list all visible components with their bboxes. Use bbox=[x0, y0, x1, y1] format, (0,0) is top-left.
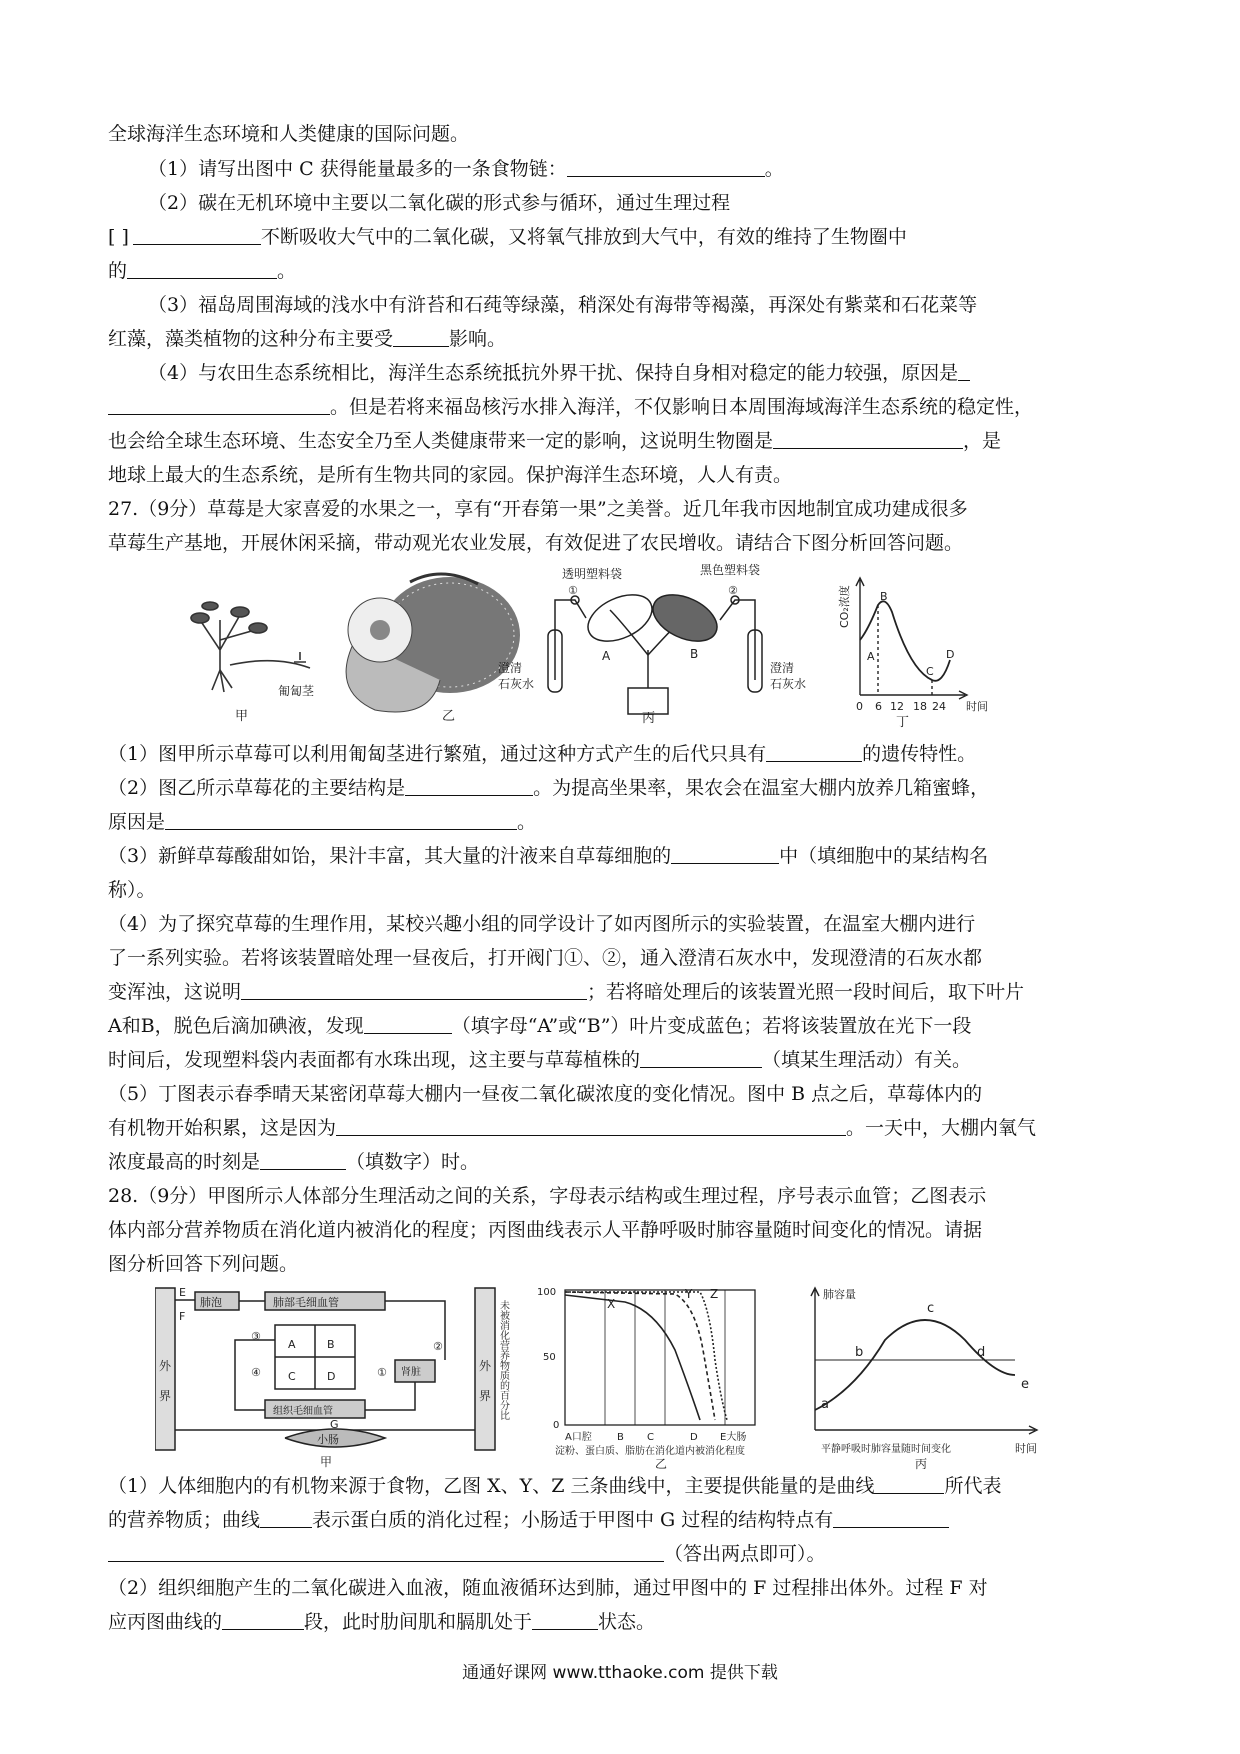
fig-jia-heart-b: B bbox=[327, 1338, 335, 1351]
fig-yi-ylabel: 未被消化营养物质的百分比 bbox=[497, 1300, 509, 1420]
fig-jia-num1: ① bbox=[377, 1366, 387, 1379]
answer-blank[interactable] bbox=[336, 1117, 846, 1136]
q27-stem-line2: 草莓生产基地，开展休闲采摘，带动观光农业发展，有效促进了农民增收。请结合下图分析回答问题。 bbox=[108, 532, 964, 554]
fig-jia-heart-a: A bbox=[288, 1338, 296, 1351]
fig-jia-tissue: 组织毛细血管 bbox=[273, 1406, 333, 1417]
answer-blank[interactable] bbox=[567, 158, 765, 177]
fig-jia-outside-left-2: 界 bbox=[159, 1389, 172, 1403]
fig-ding-point-b: B bbox=[880, 590, 888, 603]
fig-bing-lung-volume-chart bbox=[811, 1288, 1037, 1434]
fig-yi-seg-e: E大肠 bbox=[720, 1432, 747, 1443]
fig-jia-num2: ② bbox=[433, 1340, 443, 1353]
fig-ding-label: 丁 bbox=[896, 715, 910, 730]
fig-bing-apparatus bbox=[548, 586, 762, 714]
fig-yi-tick-mid: 50 bbox=[543, 1352, 556, 1363]
q26-part4-line3: 也会给全球生态环境、生态安全乃至人类健康带来一定的影响，这说明生物圈是 ，是 bbox=[108, 430, 1002, 452]
q26-part2-line3: 的 。 bbox=[108, 260, 297, 282]
fig-jia-kidney: 肾脏 bbox=[401, 1367, 421, 1378]
answer-blank[interactable] bbox=[958, 362, 970, 381]
fig-yi-curve-y: Y bbox=[685, 1287, 693, 1301]
fig-bing-point-b: b bbox=[855, 1345, 864, 1360]
answer-blank[interactable] bbox=[108, 396, 330, 415]
fig-jia-heart-d: D bbox=[327, 1370, 336, 1383]
q26-part3-line1: （3）福岛周围海域的浅水中有浒苔和石莼等绿藻，稍深处有海带等褐藻，再深处有紫菜和石花菜等 bbox=[148, 294, 978, 316]
fig-jia-lung: 肺泡 bbox=[200, 1296, 222, 1309]
fig-bing-bag-clear: 透明塑料袋 bbox=[562, 567, 623, 581]
fig-jia-label: 甲 bbox=[320, 1455, 333, 1469]
q27-part3-line2: 称）。 bbox=[108, 879, 156, 901]
q27-part5-line1: （5）丁图表示春季晴天某密闭草莓大棚内一昼夜二氧化碳浓度的变化情况。图中 B 点之后，草莓体内的 bbox=[108, 1083, 983, 1105]
answer-blank[interactable] bbox=[640, 1049, 762, 1068]
fig-ding-tick-24: 24 bbox=[932, 700, 946, 713]
fig-jia-g: G bbox=[330, 1418, 339, 1431]
fig-yi-tick-bottom: 0 bbox=[553, 1420, 560, 1431]
fig-jia-e: E bbox=[179, 1286, 186, 1299]
answer-blank[interactable] bbox=[260, 1509, 312, 1528]
q27-part4-line3: 变浑浊，这说明 ；若将暗处理后的该装置光照一段时间后，取下叶片 bbox=[108, 981, 1025, 1003]
q26-part3-line2: 红藻，藻类植物的这种分布主要受 影响。 bbox=[108, 328, 507, 350]
q26-part4-line2: 。但是若将来福岛核污水排入海洋，不仅影响日本周围海域海洋生态系统的稳定性， bbox=[108, 395, 1033, 419]
fig-bing-point-e: e bbox=[1021, 1377, 1029, 1392]
answer-blank[interactable] bbox=[222, 1611, 304, 1630]
fig-jia-small-intestine: 小肠 bbox=[317, 1433, 339, 1446]
fig-jia-heart-c: C bbox=[288, 1370, 296, 1383]
q28-part1-line1: （1）人体细胞内的有机物来源于食物，乙图 X、Y、Z 三条曲线中，主要提供能量的是曲线 所代表 bbox=[108, 1475, 1002, 1497]
answer-blank[interactable] bbox=[874, 1475, 944, 1494]
q27-part2-line2: 原因是 。 bbox=[108, 811, 537, 833]
q28-figure bbox=[155, 1280, 1075, 1470]
fig-jia-strawberry-plant bbox=[191, 602, 310, 692]
fig-ding-co2-chart bbox=[856, 578, 967, 699]
answer-blank[interactable] bbox=[766, 743, 862, 762]
fig-ding-xlabel: 时间 bbox=[966, 700, 988, 713]
answer-blank[interactable] bbox=[127, 260, 277, 279]
fig-bing-label: 丙 bbox=[642, 711, 656, 726]
fig-bing-lime-right: 澄清 bbox=[770, 661, 795, 675]
q26-part1: （1）请写出图中 C 获得能量最多的一条食物链： 。 bbox=[148, 158, 784, 180]
fig-bing-lime-left-2: 石灰水 bbox=[498, 677, 535, 691]
answer-blank[interactable] bbox=[773, 430, 963, 449]
fig-jia-outside-right: 外 bbox=[479, 1359, 492, 1373]
answer-blank[interactable] bbox=[108, 1543, 664, 1562]
fig-yi-digestion-chart bbox=[565, 1290, 755, 1425]
answer-blank[interactable] bbox=[405, 777, 533, 796]
fig-ding-point-c: C bbox=[926, 665, 934, 678]
fig-yi-seg-c: C bbox=[647, 1432, 654, 1443]
fig-jia-circulation-diagram bbox=[155, 1288, 495, 1450]
q26-intro-end: 全球海洋生态环境和人类健康的国际问题。 bbox=[108, 123, 470, 145]
q27-part4-line1: （4）为了探究草莓的生理作用，某校兴趣小组的同学设计了如丙图所示的实验装置，在温室大棚内进行 bbox=[108, 913, 976, 935]
fig-bing-caption: 平静呼吸时肺容量随时间变化 bbox=[821, 1444, 951, 1455]
q28-stem-line2: 体内部分营养物质在消化道内被消化的程度；丙图曲线表示人平静呼吸时肺容量随时间变化的情况。请据 bbox=[108, 1219, 983, 1241]
q28-part1-line3: （答出两点即可）。 bbox=[108, 1542, 826, 1566]
fig-ding-tick-18: 18 bbox=[913, 700, 927, 713]
q27-part2-line1: （2）图乙所示草莓花的主要结构是 。为提高坐果率，果农会在温室大棚内放养几箱蜜蜂， bbox=[108, 777, 990, 799]
q26-part2-line1: （2）碳在无机环境中主要以二氧化碳的形式参与循环，通过生理过程 bbox=[148, 192, 731, 214]
answer-blank[interactable] bbox=[260, 1151, 346, 1170]
fig-bing-ylabel: 肺容量 bbox=[823, 1288, 856, 1301]
fig-bing-leaf-b: B bbox=[690, 647, 699, 661]
answer-blank[interactable] bbox=[165, 811, 517, 830]
fig-bing-valve1: ① bbox=[568, 584, 578, 597]
fig-yi-label: 乙 bbox=[442, 709, 456, 724]
q28-part2-line2: 应丙图曲线的 段，此时肋间肌和膈肌处于 状态。 bbox=[108, 1611, 656, 1633]
q26-part4-line1: （4）与农田生态系统相比，海洋生态系统抵抗外界干扰、保持自身相对稳定的能力较强，原因是 bbox=[148, 361, 970, 385]
fig-yi-tick-top: 100 bbox=[537, 1287, 557, 1298]
fig-bing-lime-left: 澄清 bbox=[498, 661, 523, 675]
answer-blank[interactable] bbox=[671, 845, 779, 864]
q26-part4-line4: 地球上最大的生态系统，是所有生物共同的家园。保护海洋生态环境，人人有责。 bbox=[108, 464, 793, 486]
fig-yi-curve-x: X bbox=[607, 1297, 616, 1311]
q27-figure bbox=[180, 560, 1110, 730]
q27-part1: （1）图甲所示草莓可以利用匍匐茎进行繁殖，通过这种方式产生的后代只具有 的遗传特性。 bbox=[108, 743, 977, 765]
q27-part5-line2: 有机物开始积累，这是因为 。一天中，大棚内氧气 bbox=[108, 1117, 1037, 1139]
fig-yi-seg-d: D bbox=[690, 1432, 698, 1443]
fig-yi-curve-z: Z bbox=[710, 1287, 719, 1301]
q27-part4-line2: 了一系列实验。若将该装置暗处理一昼夜后，打开阀门①、②，通入澄清石灰水中，发现澄清的石灰水都 bbox=[108, 947, 983, 969]
fig-jia-num4: ④ bbox=[251, 1366, 261, 1379]
answer-blank[interactable] bbox=[133, 226, 261, 245]
fig-ding-ylabel: CO₂浓度 bbox=[838, 585, 851, 628]
fig-jia-lung-capillary: 肺部毛细血管 bbox=[273, 1296, 339, 1309]
fig-jia-f: F bbox=[179, 1310, 186, 1323]
q28-stem-line1: 28.（9分）甲图所示人体部分生理活动之间的关系，字母表示结构或生理过程，序号表示血管；乙图表示 bbox=[108, 1185, 987, 1207]
fig-jia-label: 甲 bbox=[235, 709, 249, 724]
answer-blank[interactable] bbox=[532, 1611, 598, 1630]
q28-part2-line1: （2）组织细胞产生的二氧化碳进入血液，随血液循环达到肺，通过甲图中的 F 过程排出体外。过程 F 对 bbox=[108, 1577, 988, 1599]
answer-blank[interactable] bbox=[364, 1015, 452, 1034]
fig-bing-point-c: c bbox=[927, 1301, 935, 1316]
fig-yi-seg-a: A口腔 bbox=[565, 1432, 592, 1443]
fig-ding-tick-6: 6 bbox=[875, 700, 882, 713]
fig-yi-caption: 淀粉、蛋白质、脂肪在消化道内被消化程度 bbox=[555, 1446, 745, 1457]
fig-jia-outside-right-2: 界 bbox=[479, 1389, 492, 1403]
fig-bing-leaf-a: A bbox=[602, 649, 611, 663]
answer-blank[interactable] bbox=[393, 328, 449, 347]
fig-jia-outside-left: 外 bbox=[159, 1359, 172, 1373]
fig-bing-point-d: d bbox=[977, 1345, 986, 1360]
fig-ding-tick-0: 0 bbox=[856, 700, 863, 713]
fig-jia-num3: ③ bbox=[251, 1330, 261, 1343]
fig-yi-seg-b: B bbox=[617, 1432, 624, 1443]
fig-bing-bag-black: 黑色塑料袋 bbox=[700, 563, 761, 577]
fig-yi-label: 乙 bbox=[655, 1457, 668, 1470]
fig-ding-tick-12: 12 bbox=[890, 700, 904, 713]
q28-stem-line3: 图分析回答下列问题。 bbox=[108, 1253, 299, 1275]
fig-bing-valve2: ② bbox=[728, 584, 738, 597]
q28-part1-line2: 的营养物质；曲线 表示蛋白质的消化过程；小肠适于甲图中 G 过程的结构特点有 bbox=[108, 1508, 949, 1532]
fig-ding-point-d: D bbox=[946, 648, 955, 661]
fig-bing-point-a: a bbox=[821, 1397, 829, 1412]
fig-jia-stem-label: 匍匐茎 bbox=[278, 684, 315, 698]
q27-part3-line1: （3）新鲜草莓酸甜如饴，果汁丰富，其大量的汁液来自草莓细胞的 中（填细胞中的某结构名 bbox=[108, 845, 989, 867]
fig-bing-xlabel: 时间 bbox=[1015, 1442, 1037, 1455]
page-footer: 通通好课网 www.tthaoke.com 提供下载 bbox=[462, 1663, 778, 1683]
q27-part4-line5: 时间后，发现塑料袋内表面都有水珠出现，这主要与草莓植株的 （填某生理活动）有关。 bbox=[108, 1049, 972, 1071]
answer-blank[interactable] bbox=[833, 1509, 949, 1528]
q27-stem-line1: 27.（9分）草莓是大家喜爱的水果之一，享有“开春第一果”之美誉。近几年我市因地制宜成功建成很多 bbox=[108, 498, 968, 520]
fig-bing-label: 丙 bbox=[915, 1457, 928, 1470]
fig-bing-lime-right-2: 石灰水 bbox=[770, 677, 807, 691]
answer-blank[interactable] bbox=[241, 981, 587, 1000]
q26-part2-line2: [ ] 不断吸收大气中的二氧化碳，又将氧气排放到大气中，有效的维持了生物圈中 bbox=[108, 226, 907, 248]
fig-yi-strawberry-fruit bbox=[346, 574, 523, 712]
fig-ding-point-a: A bbox=[867, 650, 875, 663]
q27-part5-line3: 浓度最高的时刻是 （填数字）时。 bbox=[108, 1151, 480, 1173]
q27-part4-line4: A和B，脱色后滴加碘液，发现 （填字母“A”或“B”）叶片变成蓝色；若将该装置放在光下一段 bbox=[108, 1015, 972, 1037]
